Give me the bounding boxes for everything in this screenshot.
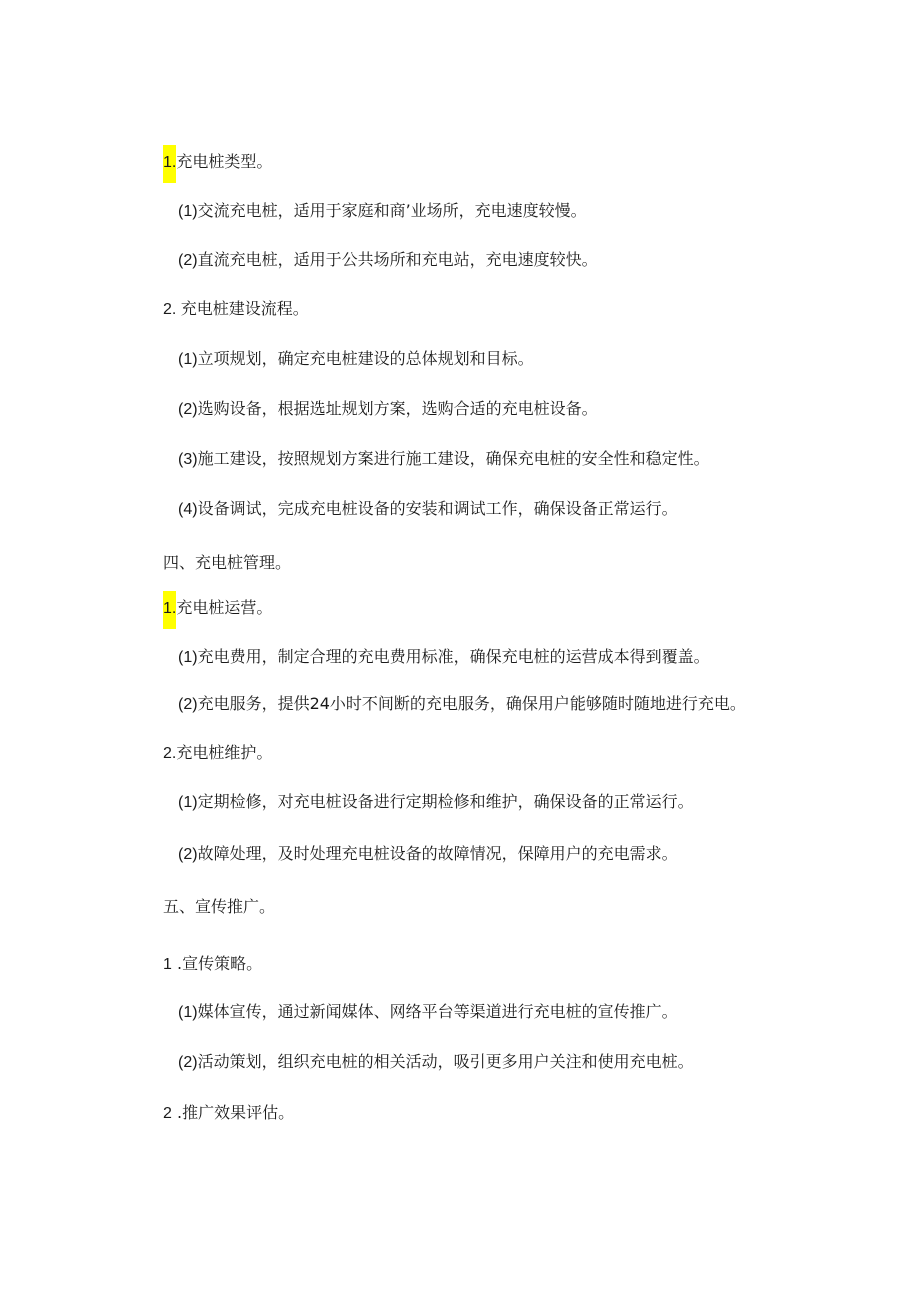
item-text: 充电桩运营。 [176,598,273,617]
item-text: 四、充电桩管理。 [163,553,292,572]
list-item [178,692,746,717]
item-text: 设备调试，完成充电桩设备的安装和调试工作，确保设备正常运行。 [197,499,678,518]
item-text: .推广效果评估。 [171,1103,295,1122]
item-text: 充电费用，制定合理的充电费用标准，确保充电桩的运营成本得到覆盖。 [197,647,710,666]
list-item [178,1000,678,1025]
item-text: 充电桩建设流程。 [180,299,309,318]
item-text: 选购设备，根据选址规划方案，选购合适的充电桩设备。 [197,399,598,418]
item-number: (1) [178,794,198,811]
item-number: 2 [163,1105,172,1122]
item-text: 充电服务，提供24小时不间断的充电服务，确保用户能够随时随地进行充电。 [197,694,746,713]
item-number: (1) [178,351,198,368]
item-number: 1 [163,956,172,973]
item-number: 1. [163,145,176,183]
item-text: 五、宣传推广。 [163,897,276,916]
list-item [178,347,534,372]
item-text: 活动策划，组织充电桩的相关活动，吸引更多用户关注和使用充电桩。 [197,1052,694,1071]
item-number: (2) [178,252,198,269]
item-text: 立项规划，确定充电桩建设的总体规划和目标。 [197,349,534,368]
list-item [178,497,678,522]
list-item [178,199,587,224]
item-number: (1) [178,203,198,220]
list-item [178,1050,694,1075]
item-text: 交流充电桩，适用于家庭和商’业场所，充电速度较慢。 [197,201,587,220]
list-item [178,447,710,472]
item-text: 媒体宣传，通过新闻媒体、网络平台等渠道进行充电桩的宣传推广。 [197,1002,678,1021]
item-number: (2) [178,696,198,713]
heading-item [163,741,272,766]
item-number: (2) [178,1054,198,1071]
item-text: 定期检修，对充电桩设备进行定期检修和维护，确保设备的正常运行。 [197,792,694,811]
item-number: 2. [163,745,177,762]
list-item [178,248,598,273]
list-item [178,790,694,815]
item-number: (1) [178,649,198,666]
heading-item [163,150,272,183]
list-item [178,842,678,867]
section-heading [163,551,291,576]
item-text: 故障处理，及时处理充电桩设备的故障情况，保障用户的充电需求。 [197,844,678,863]
item-number: (4) [178,501,198,518]
list-item [178,645,710,670]
item-number: (2) [178,846,198,863]
heading-item [163,297,309,322]
item-number: 1. [163,591,176,629]
heading-item [163,596,272,629]
heading-item [163,1101,294,1126]
item-text: 充电桩类型。 [176,152,273,171]
item-text: 直流充电桩，适用于公共场所和充电站，充电速度较快。 [197,250,598,269]
list-item [178,397,598,422]
item-text: 充电桩维护。 [176,743,273,762]
item-number: 2. [163,301,181,318]
item-number: (3) [178,451,198,468]
heading-item [163,952,262,977]
section-heading [163,895,275,920]
item-number: (2) [178,401,198,418]
item-text: 施工建设，按照规划方案进行施工建设，确保充电桩的安全性和稳定性。 [197,449,710,468]
item-number: (1) [178,1004,198,1021]
item-text: .宣传策略。 [171,954,263,973]
